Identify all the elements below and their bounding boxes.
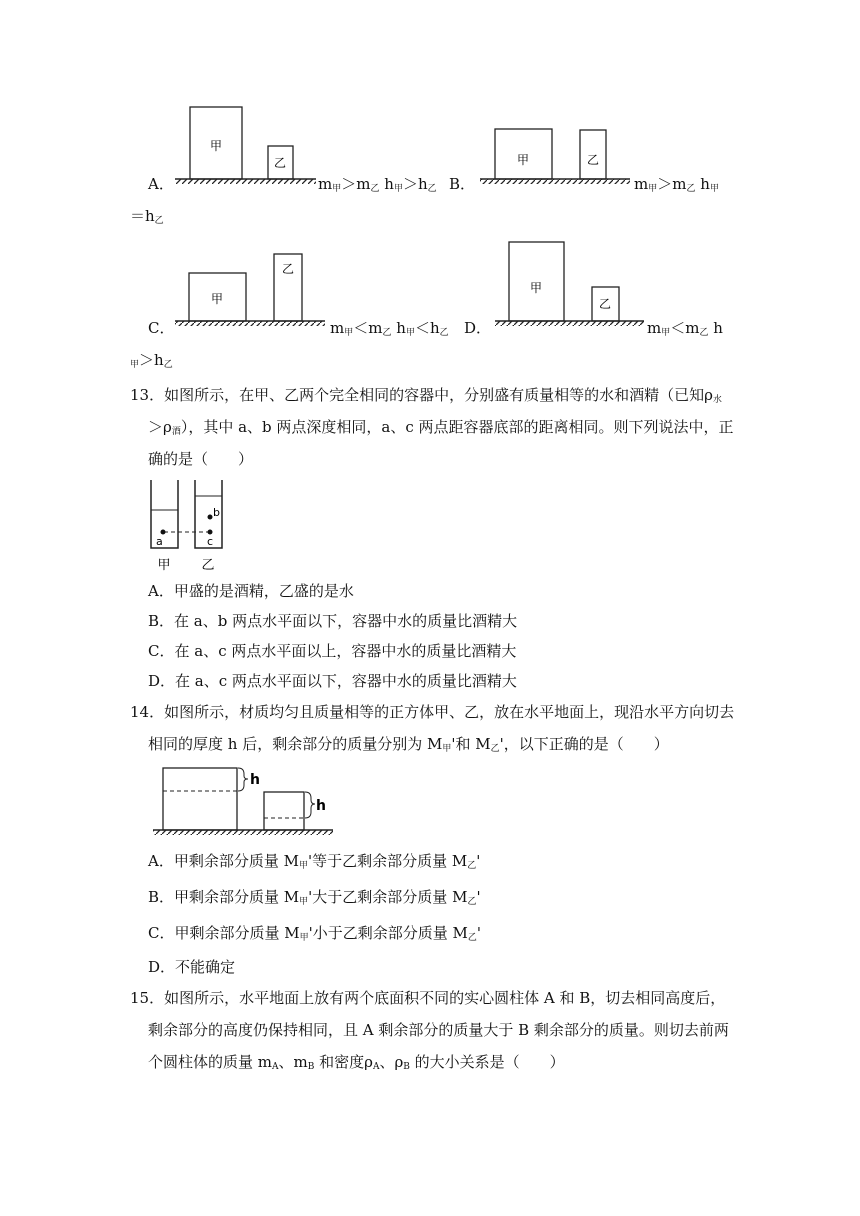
q12-option-a-text: $m_甲>m_乙$ $h_甲>h_乙$: [318, 175, 437, 194]
q12-option-d-letter[interactable]: D．: [464, 319, 492, 337]
q13-option-c[interactable]: C．在 a、c 两点水平面以上，容器中水的质量比酒精大: [148, 642, 517, 660]
label-jia: 甲: [157, 558, 171, 573]
q13-option-b[interactable]: B．在 a、b 两点水平面以下，容器中水的质量比酒精大: [148, 612, 518, 630]
ground-hatch: [495, 321, 644, 326]
q13-stem-line2: $>\rho_酒$），其中 a、b 两点深度相同，a、c 两点距容器底部的距离相同。则下列说法中，正: [148, 418, 734, 437]
label-yi: 乙: [201, 558, 215, 573]
q13-stem-line1: 13．如图所示，在甲、乙两个完全相同的容器中，分别盛有质量相等的水和酒精（已知$\rho_水$: [130, 386, 722, 405]
q12-option-a-figure: [170, 100, 320, 190]
q12-option-a-letter[interactable]: A．: [148, 175, 174, 193]
q12-option-c-text: $m_甲<m_乙$ $h_甲<h_乙$: [330, 319, 449, 338]
ground-hatch: [175, 179, 316, 184]
h-label-jia: h: [250, 772, 260, 788]
q12-option-d-text: $m_甲<m_乙$ h: [647, 319, 723, 338]
block-jia-label: 甲: [209, 139, 223, 153]
q15-stem-line3: 个圆柱体的质量 $m_A$、$m_B$ 和密度$\rho_A$、$\rho_B$ 的大小关系是（ ）: [148, 1053, 565, 1072]
point-b-label: b: [213, 506, 220, 519]
q14-option-a[interactable]: A．甲剩余部分质量 $M_甲'$等于乙剩余部分质量 $M_乙'$: [148, 852, 481, 871]
block-jia-label: 甲: [516, 153, 530, 167]
q14-figure: [150, 762, 350, 842]
q14-option-c[interactable]: C．甲剩余部分质量 $M_甲'$小于乙剩余部分质量 $M_乙'$: [148, 924, 482, 943]
q12-option-c-figure: [170, 245, 330, 335]
point-c: [208, 530, 213, 535]
q12-option-b-letter[interactable]: B．: [449, 175, 476, 193]
ground-hatch: [153, 830, 333, 835]
cube-jia: [163, 768, 237, 830]
q12-option-c-letter[interactable]: C．: [148, 319, 175, 337]
q12-option-d-figure: [490, 235, 650, 335]
block-yi-label: 乙: [586, 153, 600, 167]
q14-stem-line1: 14．如图所示，材质均匀且质量相等的正方体甲、乙，放在水平地面上，现沿水平方向切去: [130, 703, 735, 721]
q14-option-d[interactable]: D．不能确定: [148, 958, 236, 976]
q12-option-d-text-cont: $_甲>h_乙$: [130, 351, 173, 370]
point-c-label: c: [207, 535, 214, 548]
block-jia-label: 甲: [529, 281, 543, 295]
q12-option-b-text: $m_甲>m_乙$ $h_甲$: [634, 175, 719, 194]
q15-stem-line2: 剩余部分的高度仍保持相同，且 A 剩余部分的质量大于 B 剩余部分的质量。则切去前两: [148, 1021, 729, 1039]
q15-stem-line1: 15．如图所示，水平地面上放有两个底面积不同的实心圆柱体 A 和 B，切去相同高度后，: [130, 989, 726, 1007]
ground-hatch: [480, 179, 630, 184]
q13-stem-line3: 确的是（ ）: [148, 450, 254, 468]
block-jia-label: 甲: [210, 292, 224, 306]
q12-option-b-text-cont: $=h_乙$: [130, 207, 164, 226]
q13-figure: [145, 476, 235, 576]
point-b: [208, 515, 213, 520]
point-a-label: a: [156, 535, 163, 548]
block-yi-label: 乙: [281, 262, 295, 276]
ground-hatch: [175, 321, 325, 326]
brace-yi: [305, 792, 315, 818]
block-yi-label: 乙: [598, 297, 612, 311]
q13-option-a[interactable]: A．甲盛的是酒精，乙盛的是水: [148, 582, 354, 600]
cube-yi: [264, 792, 304, 830]
q12-option-b-figure: [475, 120, 635, 190]
brace-jia: [238, 768, 248, 791]
block-yi-label: 乙: [273, 156, 287, 170]
q13-option-d[interactable]: D．在 a、c 两点水平面以下，容器中水的质量比酒精大: [148, 672, 517, 690]
q14-stem-line2: 相同的厚度 h 后，剩余部分的质量分别为 $M_甲'$和 $M_乙'$，以下正确的是（ ）: [148, 735, 669, 754]
h-label-yi: h: [316, 798, 326, 814]
point-a: [161, 530, 166, 535]
q14-option-b[interactable]: B．甲剩余部分质量 $M_甲'$大于乙剩余部分质量 $M_乙'$: [148, 888, 481, 907]
